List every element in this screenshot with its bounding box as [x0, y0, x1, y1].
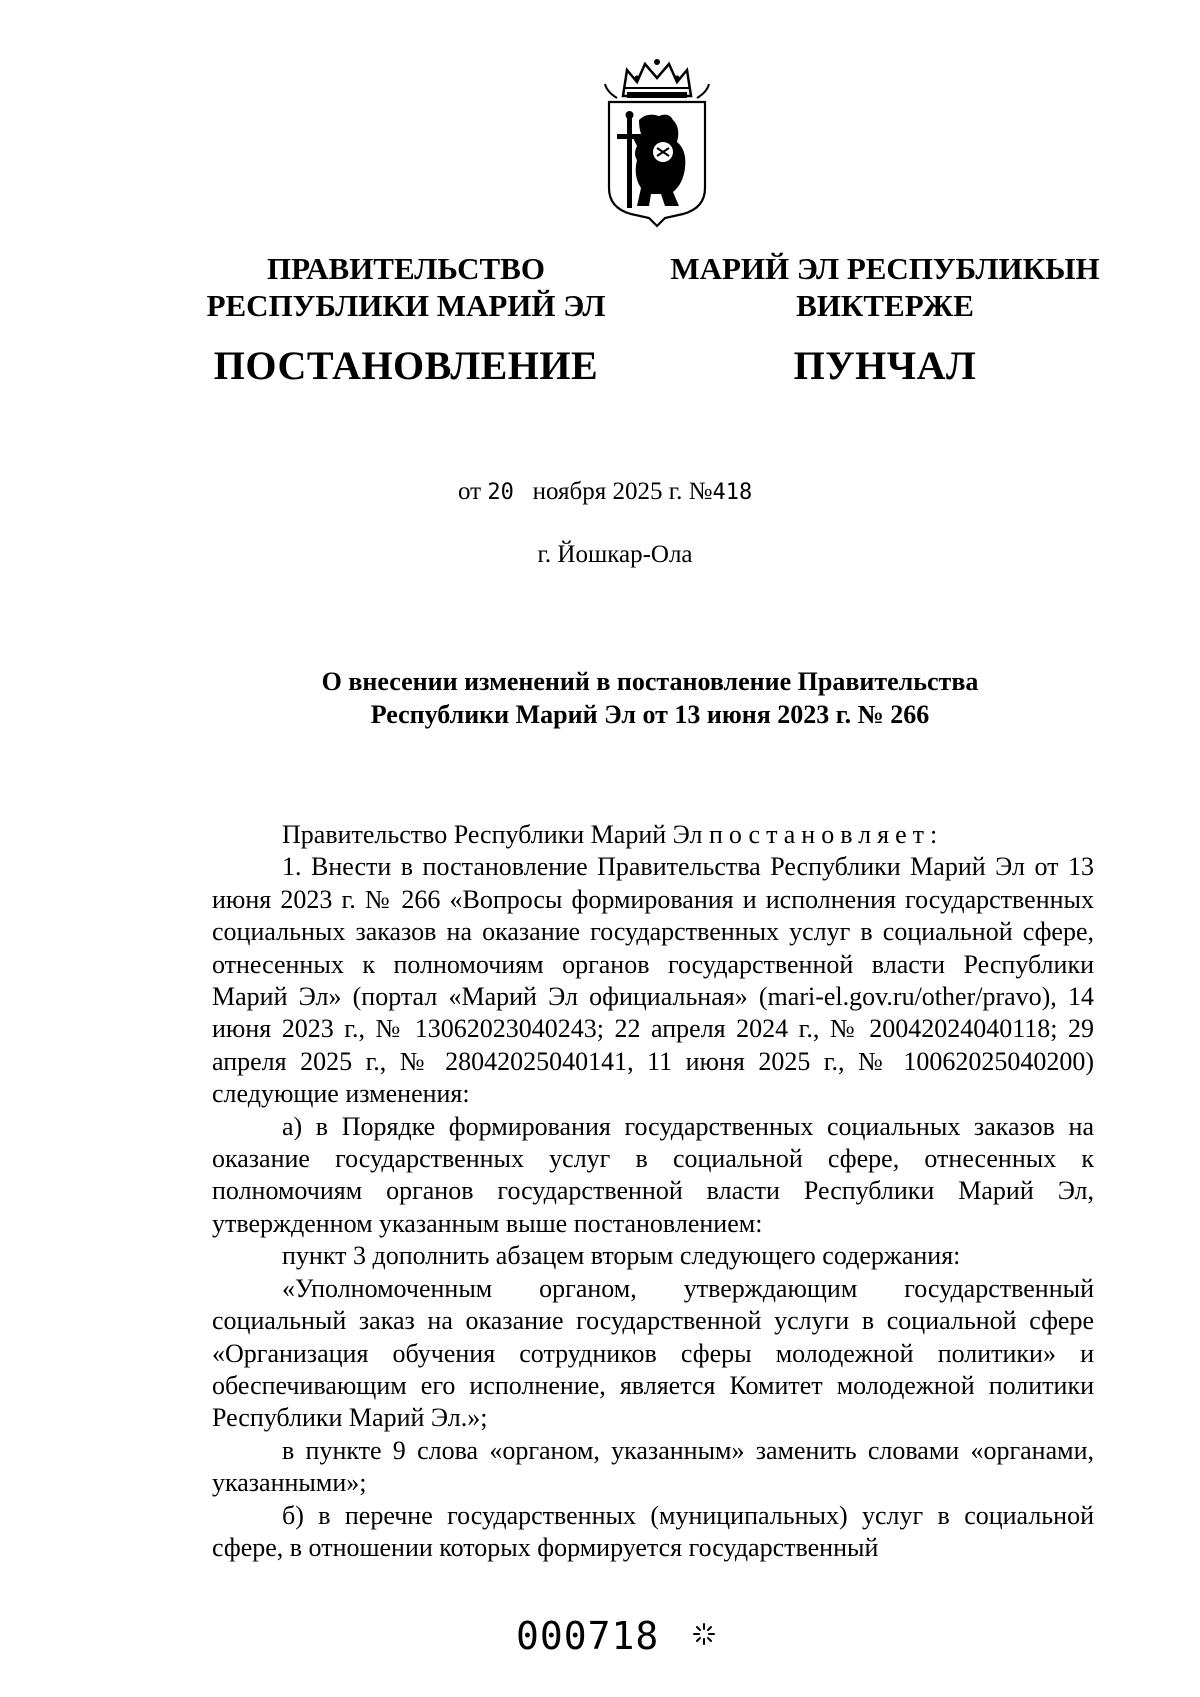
authority-mari-line-2: ВИКТЕРЖЕ — [796, 288, 974, 324]
authority-line-1: ПРАВИТЕЛЬСТВО — [267, 251, 545, 286]
authority-line-2: РЕСПУБЛИКИ МАРИЙ ЭЛ — [206, 288, 606, 324]
date-month-year: ноября 2025 г. № — [532, 478, 713, 505]
document-subject — [220, 666, 1080, 731]
document-body — [212, 819, 1094, 1564]
paragraph-5: в пункте 9 слова «органом, указанным» заменить словами «органами, указанными»; — [212, 1435, 1094, 1498]
intro-lead: Правительство Республики Марий Эл — [282, 820, 709, 849]
paragraph-1: 1. Внести в постановление Правительства Республики Марий Эл от 13 июня 2023 г. № 266 «Вопросы формирования и исполнения государственных социальных заказов на оказание государственных услуг в социальной сфере, отнесенных к полномочиям органов государственной власти Республики Марий Эл» (портал «Марий Эл официальная» (mari-el.gov.ru/other/pravo), 14 июня 2023 г., № 13062023040243; 22 апреля 2024 г., № 20042024040118; 29 апреля 2025 г., № 28042025040141, 11 июня 2025 г., № 10062025040200) следующие изменения: — [212, 852, 1094, 1109]
authority-name-mari — [670, 250, 1100, 324]
date-day: 20 — [487, 480, 514, 505]
subject-line-1: О внесении изменений в постановление Правительства — [321, 667, 979, 696]
document-number: 418 — [712, 480, 753, 505]
serial-number: 000718 — [516, 1614, 660, 1658]
coat-of-arms-icon — [603, 58, 711, 228]
document-date-number — [458, 478, 752, 506]
paragraph-4: «Уполномоченным органом, утверждающим государственный социальный заказ на оказание государственной услуги в социальной сфере «Организация обучения сотрудников сферы молодежной политики» и обеспечивающим его исполнение, является Комитет молодежной политики Республики Марий Эл.»; — [212, 1273, 1094, 1433]
intro-paragraph — [212, 819, 1094, 851]
date-prefix: от — [458, 478, 482, 505]
paragraph-3: пункт 3 дополнить абзацем вторым следующего содержания: — [282, 1241, 961, 1271]
authority-mari-line-1: МАРИЙ ЭЛ РЕСПУБЛИКЫН — [670, 251, 1100, 286]
paragraph-6: б) в перечне государственных (муниципальных) услуг в социальной сфере, в отношении которых формируется государственный — [212, 1500, 1094, 1562]
asterisk-mark-icon — [692, 1622, 716, 1646]
document-type-ru: ПОСТАНОВЛЕНИЕ — [213, 343, 599, 388]
subject-line-2: Республики Марий Эл от 13 июня 2023 г. № 266 — [370, 699, 930, 729]
city: г. Йошкар-Ола — [537, 541, 693, 568]
paragraph-2: а) в Порядке формирования государственных социальных заказов на оказание государственных услуг в социальной сфере, отнесенных к полномочиям органов государственной власти Республики Марий Эл, утвержденном указанным выше постановлением: — [212, 1111, 1094, 1238]
authority-name-ru — [196, 250, 616, 324]
intro-keyword: постановляет: — [708, 820, 944, 849]
document-type-mari: ПУНЧАЛ — [793, 343, 977, 388]
